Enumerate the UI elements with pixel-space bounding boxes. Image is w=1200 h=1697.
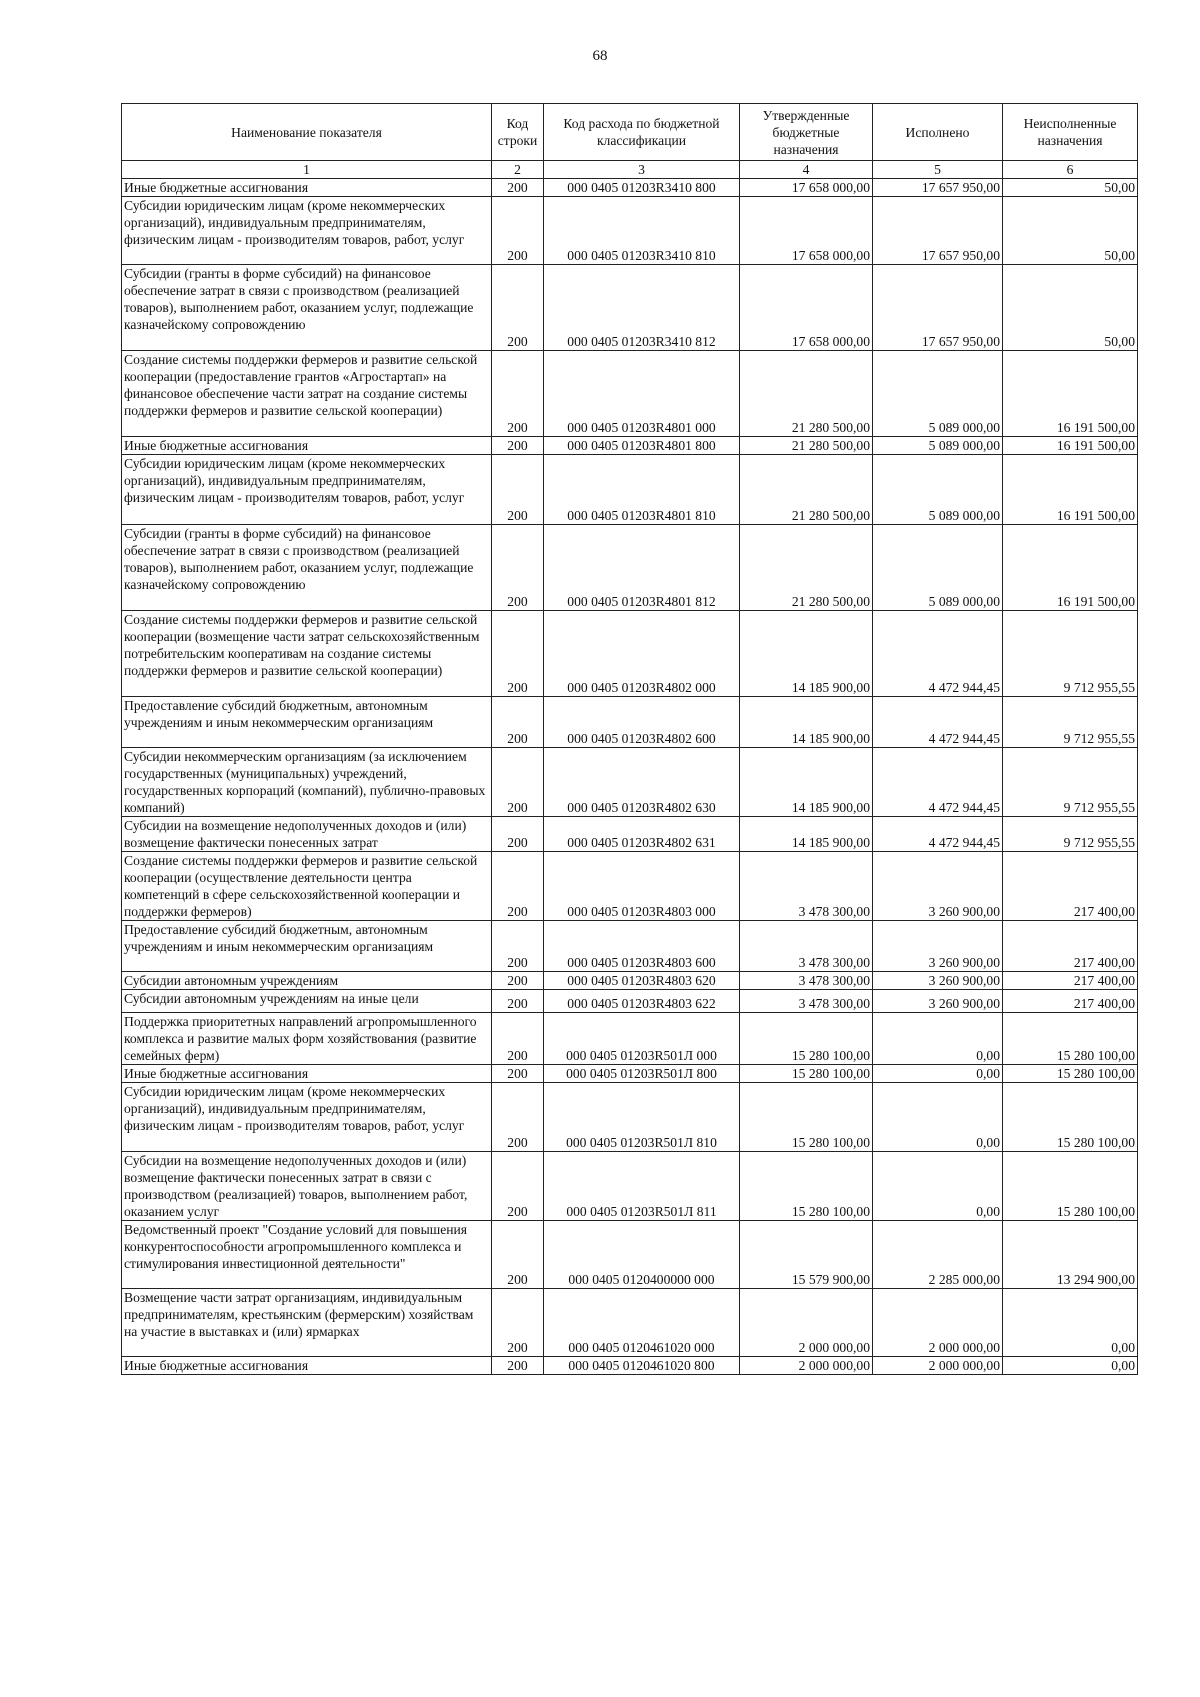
row-budget-code-cell: 000 0405 01203R3410 812 <box>544 265 740 351</box>
row-executed-cell: 3 260 900,00 <box>873 972 1003 990</box>
row-unexecuted-cell: 13 294 900,00 <box>1003 1221 1138 1289</box>
row-name-cell: Иные бюджетные ассигнования <box>122 1357 492 1375</box>
row-name-cell: Субсидии на возмещение недополученных доходов и (или) возмещение фактически понесенных затрат <box>122 817 492 852</box>
row-approved-cell: 3 478 300,00 <box>740 852 873 921</box>
row-line-code-cell: 200 <box>492 611 544 697</box>
table-row <box>122 972 1138 990</box>
row-name-cell: Субсидии (гранты в форме субсидий) на финансовое обеспечение затрат в связи с производством (реализацией товаров), выполнением работ, оказанием услуг, подлежащие казначейскому сопровождению <box>122 265 492 351</box>
row-budget-code-cell: 000 0405 01203R4801 810 <box>544 455 740 525</box>
row-line-code-cell: 200 <box>492 437 544 455</box>
row-line-code-cell: 200 <box>492 852 544 921</box>
row-name-cell: Ведомственный проект "Создание условий для повышения конкурентоспособности агропромышленного комплекса и стимулирования инвестиционной деятельности" <box>122 1221 492 1289</box>
table-header-row <box>122 104 1138 161</box>
row-executed-cell: 0,00 <box>873 1013 1003 1065</box>
row-unexecuted-cell: 9 712 955,55 <box>1003 748 1138 817</box>
column-number: 5 <box>873 161 1003 179</box>
row-budget-code-cell: 000 0405 01203R4801 800 <box>544 437 740 455</box>
row-executed-cell: 2 285 000,00 <box>873 1221 1003 1289</box>
row-unexecuted-cell: 16 191 500,00 <box>1003 437 1138 455</box>
row-name-cell: Субсидии автономным учреждениям <box>122 972 492 990</box>
row-name-cell: Субсидии некоммерческим организациям (за исключением государственных (муниципальных) учреждений, государственных корпораций (компаний), публично-правовых компаний) <box>122 748 492 817</box>
table-row <box>122 455 1138 525</box>
row-approved-cell: 14 185 900,00 <box>740 697 873 748</box>
row-name-cell: Субсидии (гранты в форме субсидий) на финансовое обеспечение затрат в связи с производством (реализацией товаров), выполнением работ, оказанием услуг, подлежащие казначейскому сопровождению <box>122 525 492 611</box>
row-unexecuted-cell: 0,00 <box>1003 1289 1138 1357</box>
row-name-cell: Иные бюджетные ассигнования <box>122 1065 492 1083</box>
row-approved-cell: 17 658 000,00 <box>740 179 873 197</box>
row-unexecuted-cell: 0,00 <box>1003 1357 1138 1375</box>
table-row <box>122 1152 1138 1221</box>
row-budget-code-cell: 000 0405 01203R4803 000 <box>544 852 740 921</box>
row-name-cell: Иные бюджетные ассигнования <box>122 179 492 197</box>
row-approved-cell: 21 280 500,00 <box>740 525 873 611</box>
row-budget-code-cell: 000 0405 01203R4803 600 <box>544 921 740 972</box>
row-executed-cell: 3 260 900,00 <box>873 990 1003 1013</box>
row-approved-cell: 21 280 500,00 <box>740 455 873 525</box>
row-line-code-cell: 200 <box>492 1357 544 1375</box>
row-budget-code-cell: 000 0405 01203R501Л 810 <box>544 1083 740 1152</box>
row-budget-code-cell: 000 0405 01203R4802 630 <box>544 748 740 817</box>
row-executed-cell: 0,00 <box>873 1152 1003 1221</box>
row-budget-code-cell: 000 0405 01203R3410 810 <box>544 197 740 265</box>
row-unexecuted-cell: 15 280 100,00 <box>1003 1013 1138 1065</box>
row-line-code-cell: 200 <box>492 697 544 748</box>
row-executed-cell: 0,00 <box>873 1083 1003 1152</box>
table-row <box>122 1221 1138 1289</box>
row-line-code-cell: 200 <box>492 1221 544 1289</box>
row-name-cell: Поддержка приоритетных направлений агропромышленного комплекса и развитие малых форм хозяйствования (развитие семейных ферм) <box>122 1013 492 1065</box>
row-executed-cell: 2 000 000,00 <box>873 1289 1003 1357</box>
row-executed-cell: 5 089 000,00 <box>873 437 1003 455</box>
row-budget-code-cell: 000 0405 01203R4802 631 <box>544 817 740 852</box>
row-budget-code-cell: 000 0405 0120461020 000 <box>544 1289 740 1357</box>
table-row <box>122 1357 1138 1375</box>
column-header: Утвержденные бюджетные назначения <box>740 104 873 161</box>
row-budget-code-cell: 000 0405 01203R501Л 811 <box>544 1152 740 1221</box>
row-approved-cell: 2 000 000,00 <box>740 1289 873 1357</box>
row-executed-cell: 3 260 900,00 <box>873 921 1003 972</box>
table-row <box>122 1065 1138 1083</box>
table-row <box>122 1289 1138 1357</box>
row-budget-code-cell: 000 0405 0120400000 000 <box>544 1221 740 1289</box>
row-name-cell: Субсидии юридическим лицам (кроме некоммерческих организаций), индивидуальным предпринимателям, физическим лицам - производителям товаров, работ, услуг <box>122 197 492 265</box>
table-row <box>122 179 1138 197</box>
row-executed-cell: 4 472 944,45 <box>873 748 1003 817</box>
row-budget-code-cell: 000 0405 0120461020 800 <box>544 1357 740 1375</box>
row-approved-cell: 17 658 000,00 <box>740 265 873 351</box>
row-executed-cell: 4 472 944,45 <box>873 817 1003 852</box>
row-line-code-cell: 200 <box>492 748 544 817</box>
row-name-cell: Создание системы поддержки фермеров и развитие сельской кооперации (возмещение части затрат сельскохозяйственным потребительским кооперативам на создание системы поддержки фермеров и развитие сельской кооперации) <box>122 611 492 697</box>
row-executed-cell: 5 089 000,00 <box>873 455 1003 525</box>
row-executed-cell: 5 089 000,00 <box>873 351 1003 437</box>
row-name-cell: Возмещение части затрат организациям, индивидуальным предпринимателям, крестьянским (фермерским) хозяйствам на участие в выставках и (или) ярмарках <box>122 1289 492 1357</box>
row-executed-cell: 0,00 <box>873 1065 1003 1083</box>
row-unexecuted-cell: 217 400,00 <box>1003 921 1138 972</box>
table-row <box>122 748 1138 817</box>
table-row <box>122 525 1138 611</box>
row-budget-code-cell: 000 0405 01203R501Л 800 <box>544 1065 740 1083</box>
row-name-cell: Субсидии автономным учреждениям на иные цели <box>122 990 492 1013</box>
row-budget-code-cell: 000 0405 01203R4803 622 <box>544 990 740 1013</box>
row-unexecuted-cell: 9 712 955,55 <box>1003 697 1138 748</box>
row-unexecuted-cell: 16 191 500,00 <box>1003 351 1138 437</box>
row-line-code-cell: 200 <box>492 197 544 265</box>
table-row <box>122 437 1138 455</box>
column-number: 1 <box>122 161 492 179</box>
row-name-cell: Субсидии юридическим лицам (кроме некоммерческих организаций), индивидуальным предпринимателям, физическим лицам - производителям товаров, работ, услуг <box>122 455 492 525</box>
row-approved-cell: 14 185 900,00 <box>740 611 873 697</box>
row-line-code-cell: 200 <box>492 265 544 351</box>
row-executed-cell: 17 657 950,00 <box>873 179 1003 197</box>
row-approved-cell: 15 280 100,00 <box>740 1065 873 1083</box>
table-row <box>122 817 1138 852</box>
row-approved-cell: 15 280 100,00 <box>740 1152 873 1221</box>
row-approved-cell: 15 280 100,00 <box>740 1013 873 1065</box>
row-line-code-cell: 200 <box>492 351 544 437</box>
table-row <box>122 1013 1138 1065</box>
row-name-cell: Субсидии юридическим лицам (кроме некоммерческих организаций), индивидуальным предпринимателям, физическим лицам - производителям товаров, работ, услуг <box>122 1083 492 1152</box>
table-row <box>122 611 1138 697</box>
row-unexecuted-cell: 50,00 <box>1003 197 1138 265</box>
row-line-code-cell: 200 <box>492 1083 544 1152</box>
page-number: 68 <box>592 48 608 64</box>
row-executed-cell: 17 657 950,00 <box>873 197 1003 265</box>
row-approved-cell: 3 478 300,00 <box>740 921 873 972</box>
row-unexecuted-cell: 50,00 <box>1003 265 1138 351</box>
row-name-cell: Создание системы поддержки фермеров и развитие сельской кооперации (предоставление грантов «Агростартап» на финансовое обеспечение части затрат на создание системы поддержки фермеров и развитие сельской кооперации) <box>122 351 492 437</box>
column-header: Наименование показателя <box>122 104 492 161</box>
row-unexecuted-cell: 16 191 500,00 <box>1003 525 1138 611</box>
row-approved-cell: 3 478 300,00 <box>740 990 873 1013</box>
row-line-code-cell: 200 <box>492 817 544 852</box>
table-row <box>122 197 1138 265</box>
row-approved-cell: 15 280 100,00 <box>740 1083 873 1152</box>
row-approved-cell: 15 579 900,00 <box>740 1221 873 1289</box>
row-budget-code-cell: 000 0405 01203R4803 620 <box>544 972 740 990</box>
column-number: 4 <box>740 161 873 179</box>
row-budget-code-cell: 000 0405 01203R3410 800 <box>544 179 740 197</box>
row-approved-cell: 14 185 900,00 <box>740 817 873 852</box>
row-budget-code-cell: 000 0405 01203R4802 600 <box>544 697 740 748</box>
column-header: Неисполненные назначения <box>1003 104 1138 161</box>
row-budget-code-cell: 000 0405 01203R4801 000 <box>544 351 740 437</box>
budget-execution-table <box>121 103 1138 1375</box>
row-executed-cell: 5 089 000,00 <box>873 525 1003 611</box>
row-line-code-cell: 200 <box>492 1152 544 1221</box>
row-name-cell: Создание системы поддержки фермеров и развитие сельской кооперации (осуществление деятельности центра компетенций в сфере сельскохозяйственной кооперации и поддержки фермеров) <box>122 852 492 921</box>
row-line-code-cell: 200 <box>492 1065 544 1083</box>
row-executed-cell: 2 000 000,00 <box>873 1357 1003 1375</box>
column-header: Исполнено <box>873 104 1003 161</box>
row-budget-code-cell: 000 0405 01203R4801 812 <box>544 525 740 611</box>
row-unexecuted-cell: 15 280 100,00 <box>1003 1083 1138 1152</box>
row-name-cell: Предоставление субсидий бюджетным, автономным учреждениям и иным некоммерческим организациям <box>122 921 492 972</box>
row-executed-cell: 17 657 950,00 <box>873 265 1003 351</box>
table-row <box>122 1083 1138 1152</box>
row-executed-cell: 4 472 944,45 <box>873 611 1003 697</box>
table-row <box>122 921 1138 972</box>
row-approved-cell: 17 658 000,00 <box>740 197 873 265</box>
row-line-code-cell: 200 <box>492 1289 544 1357</box>
row-name-cell: Предоставление субсидий бюджетным, автономным учреждениям и иным некоммерческим организациям <box>122 697 492 748</box>
row-unexecuted-cell: 9 712 955,55 <box>1003 611 1138 697</box>
row-line-code-cell: 200 <box>492 972 544 990</box>
table-row <box>122 852 1138 921</box>
row-unexecuted-cell: 217 400,00 <box>1003 972 1138 990</box>
row-unexecuted-cell: 15 280 100,00 <box>1003 1152 1138 1221</box>
column-number: 6 <box>1003 161 1138 179</box>
row-line-code-cell: 200 <box>492 1013 544 1065</box>
column-header: Код расхода по бюджетной классификации <box>544 104 740 161</box>
row-executed-cell: 3 260 900,00 <box>873 852 1003 921</box>
row-line-code-cell: 200 <box>492 525 544 611</box>
row-line-code-cell: 200 <box>492 990 544 1013</box>
row-line-code-cell: 200 <box>492 455 544 525</box>
column-number: 3 <box>544 161 740 179</box>
row-approved-cell: 14 185 900,00 <box>740 748 873 817</box>
row-unexecuted-cell: 15 280 100,00 <box>1003 1065 1138 1083</box>
row-line-code-cell: 200 <box>492 921 544 972</box>
row-executed-cell: 4 472 944,45 <box>873 697 1003 748</box>
table-row <box>122 697 1138 748</box>
column-number-row <box>122 161 1138 179</box>
row-unexecuted-cell: 16 191 500,00 <box>1003 455 1138 525</box>
row-budget-code-cell: 000 0405 01203R501Л 000 <box>544 1013 740 1065</box>
column-header: Код строки <box>492 104 544 161</box>
column-number: 2 <box>492 161 544 179</box>
row-approved-cell: 21 280 500,00 <box>740 437 873 455</box>
row-budget-code-cell: 000 0405 01203R4802 000 <box>544 611 740 697</box>
row-approved-cell: 2 000 000,00 <box>740 1357 873 1375</box>
row-unexecuted-cell: 217 400,00 <box>1003 852 1138 921</box>
row-approved-cell: 21 280 500,00 <box>740 351 873 437</box>
table-row <box>122 265 1138 351</box>
table-row <box>122 351 1138 437</box>
row-unexecuted-cell: 217 400,00 <box>1003 990 1138 1013</box>
row-unexecuted-cell: 50,00 <box>1003 179 1138 197</box>
table-row <box>122 990 1138 1013</box>
row-name-cell: Иные бюджетные ассигнования <box>122 437 492 455</box>
row-line-code-cell: 200 <box>492 179 544 197</box>
row-name-cell: Субсидии на возмещение недополученных доходов и (или) возмещение фактически понесенных затрат в связи с производством (реализацией) товаров, выполнением работ, оказанием услуг <box>122 1152 492 1221</box>
row-unexecuted-cell: 9 712 955,55 <box>1003 817 1138 852</box>
row-approved-cell: 3 478 300,00 <box>740 972 873 990</box>
